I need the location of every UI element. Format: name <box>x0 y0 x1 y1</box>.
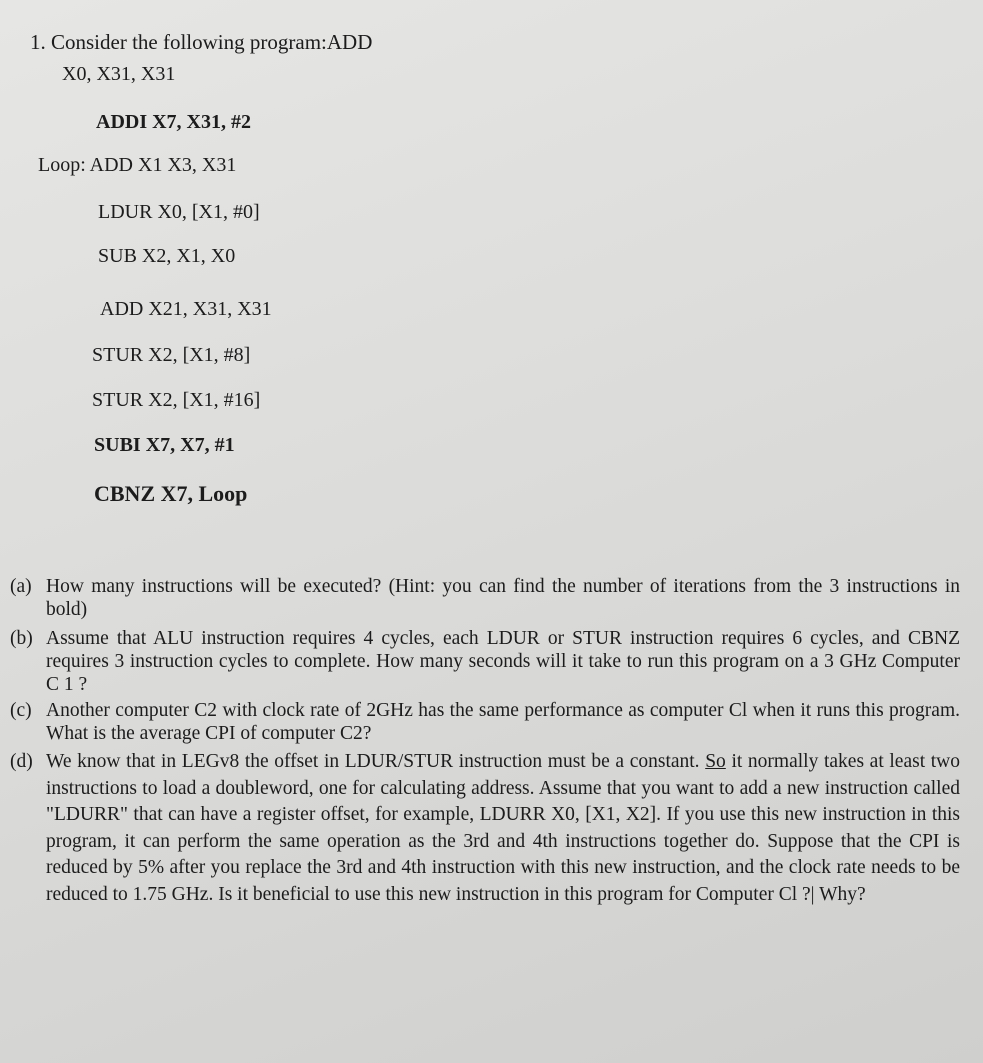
question-text <box>46 749 960 908</box>
question-d-text-part-2: it normally takes at least two instructions to load a doubleword, one for calculating address. Assume that you want to add a new instruction called "LDURR" that can have a register offset, for example, LDURR X0, [X1, X2]. If you use this new instruction in this program, it can perform the same operation as the 3rd and 4th instructions together do. Suppose that the CPI is reduced by 5% after you replace the 3rd and 4th instruction with this new instruction, and the clock rate needs to be reduced to 1.75 GHz. Is it beneficial to use this new instruction in this program for Computer Cl ?| Why? <box>46 751 960 905</box>
program-line-5: ADD X21, X31, X31 <box>100 298 272 320</box>
program-line-8: SUBI X7, X7, #1 <box>94 434 235 456</box>
question-letter: (b) <box>10 628 33 649</box>
question-letter: (d) <box>10 751 33 772</box>
question-d <box>10 749 960 908</box>
program-line-7: STUR X2, [X1, #16] <box>92 389 261 411</box>
program-line-9: CBNZ X7, Loop <box>94 481 248 506</box>
problem-heading: 1. Consider the following program:ADD <box>30 30 373 54</box>
question-d-text-part-1: We know that in LEGv8 the offset in LDUR/STUR instruction must be a constant. <box>46 751 700 772</box>
program-line-1: ADDI X7, X31, #2 <box>96 111 251 133</box>
program-line-4: SUB X2, X1, X0 <box>98 245 236 267</box>
question-text: Another computer C2 with clock rate of 2GHz has the same performance as computer Cl when it runs this program. What is the average CPI of computer C2? <box>46 700 960 744</box>
program-line-2: Loop: ADD X1 X3, X31 <box>38 154 237 176</box>
program-line-3: LDUR X0, [X1, #0] <box>98 201 260 223</box>
question-text: How many instructions will be executed? (Hint: you can find the number of iterations from the 3 instructions in bold) <box>46 576 960 620</box>
question-text: Assume that ALU instruction requires 4 cycles, each LDUR or STUR instruction requires 6 cycles, and CBNZ requires 3 instruction cycles to complete. How many seconds will it take to run this program on a 3 GHz Computer C 1 ? <box>46 628 960 695</box>
question-list <box>10 575 960 908</box>
question-letter: (c) <box>10 700 32 721</box>
question-b <box>10 627 960 696</box>
program-line-6: STUR X2, [X1, #8] <box>92 344 251 366</box>
problem-heading-continued: X0, X31, X31 <box>62 63 176 85</box>
question-letter: (a) <box>10 576 32 597</box>
question-a <box>10 575 960 621</box>
question-c <box>10 699 960 745</box>
question-d-so-word: So <box>705 751 726 772</box>
